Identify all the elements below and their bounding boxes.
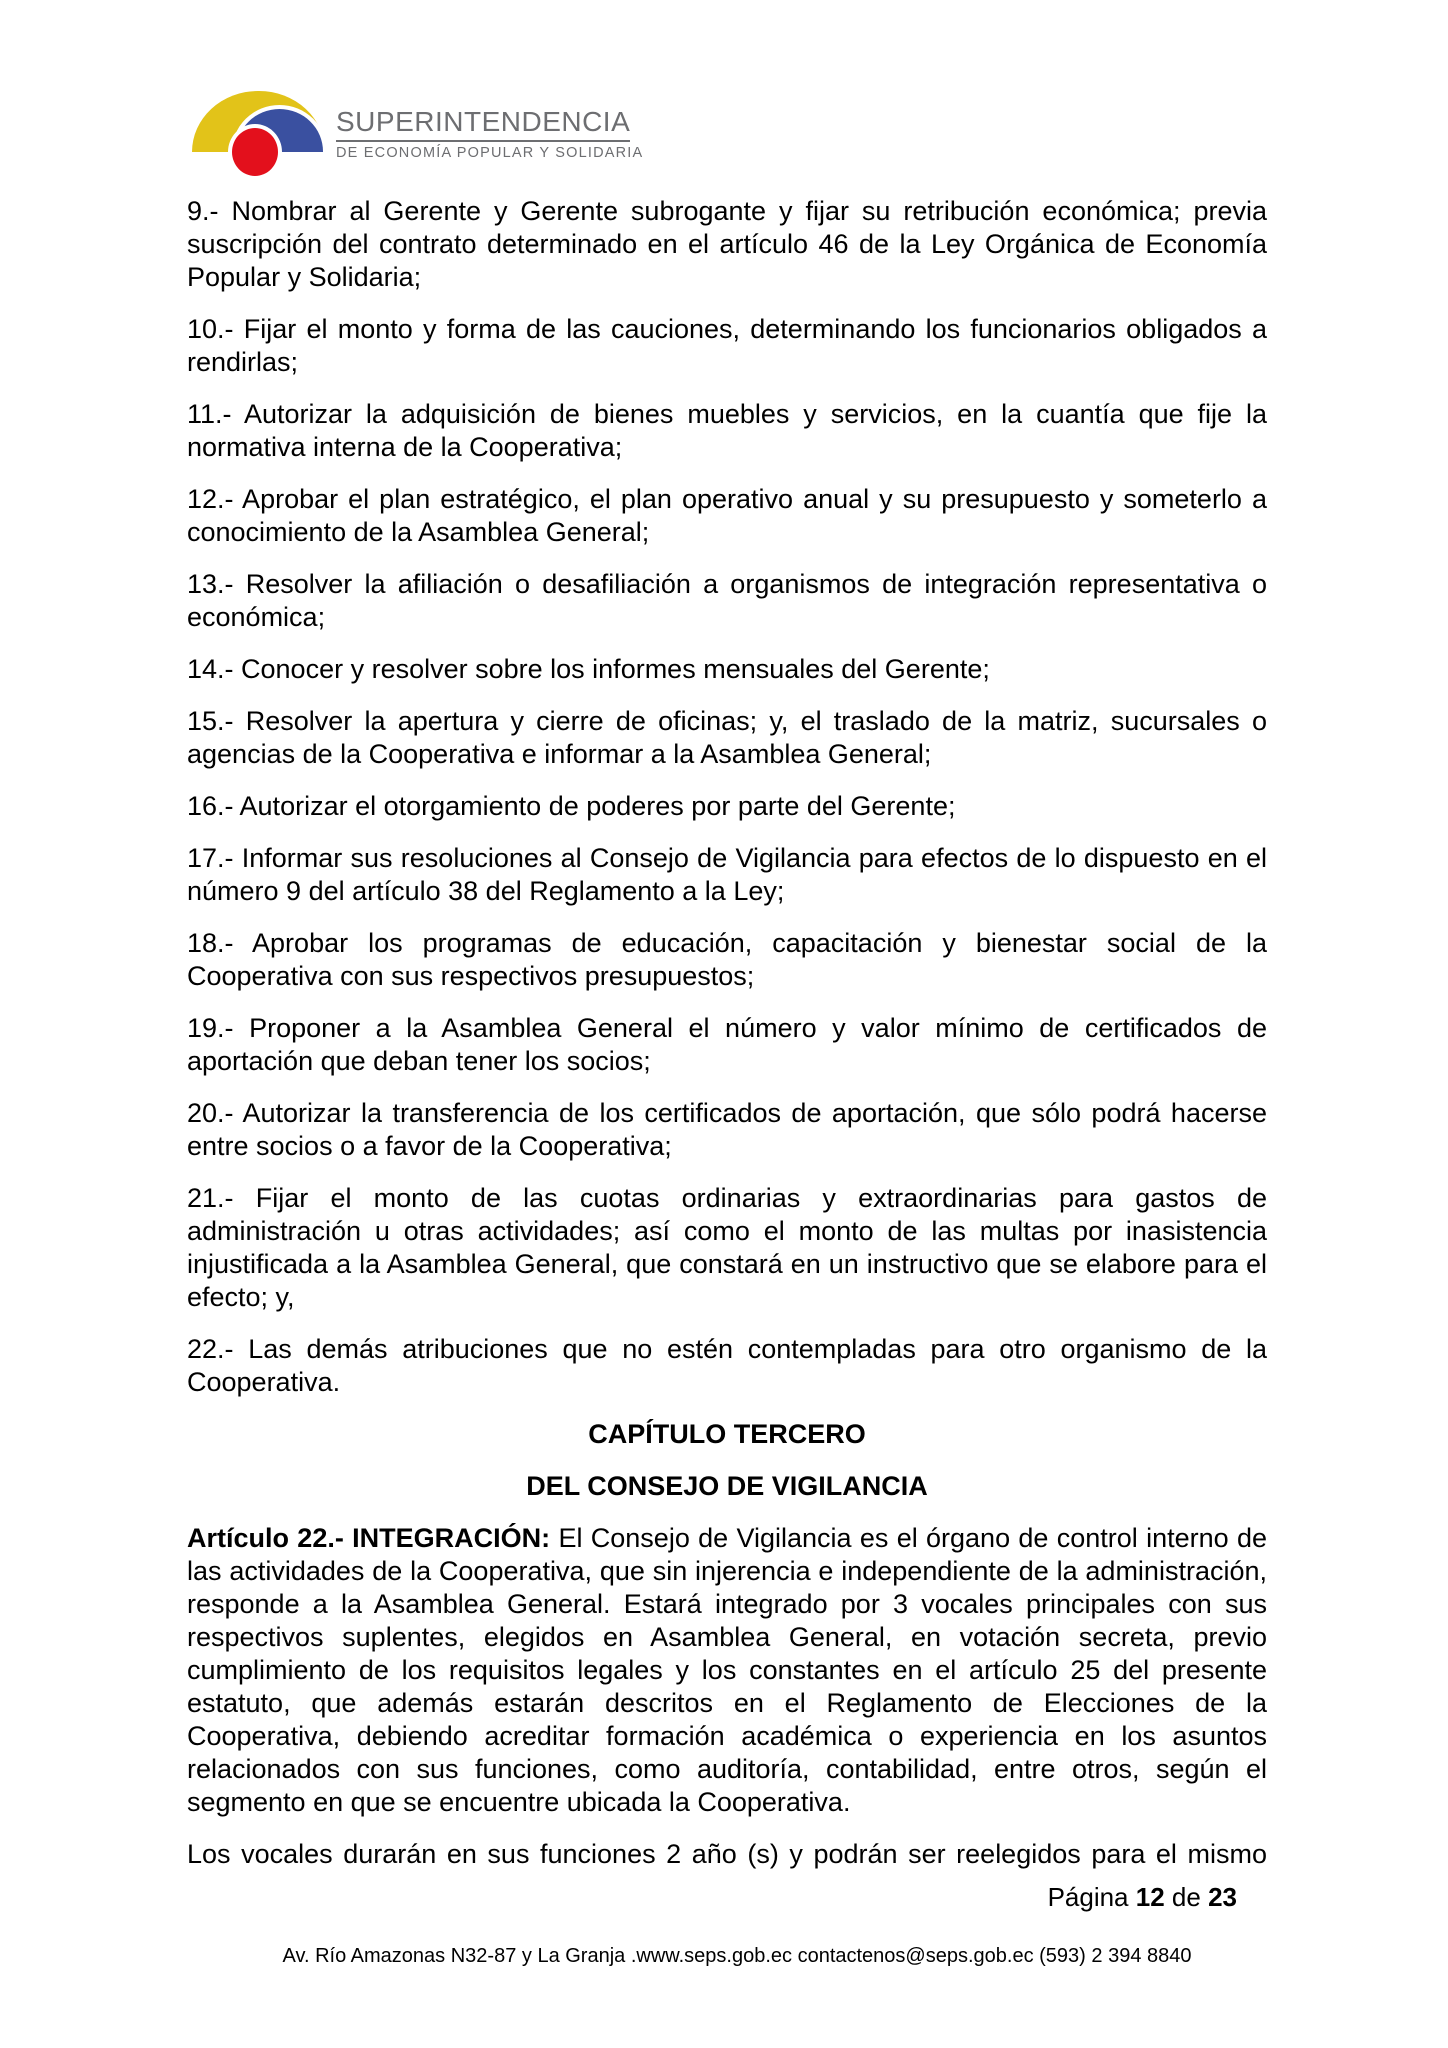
page-current: 12 [1135,1882,1165,1912]
numbered-item-16: 16.- Autorizar el otorgamiento de poderes por parte del Gerente; [187,791,956,821]
page-separator: de [1171,1882,1201,1912]
seps-logo-mark-icon [192,91,325,183]
articulo-22-paragraph [187,1522,1267,1819]
numbered-item-21: 21.- Fijar el monto de las cuotas ordinarias y extraordinarias para gastos de administración u otras actividades; así como el monto de las multas por inasistencia injustificada a la Asamblea General, que constará en un instructivo que se elabore para el efecto; y, [187,1183,1267,1312]
continuation-line: Los vocales durarán en sus funciones 2 año (s) y podrán ser reelegidos para el mismo [187,1839,1267,1869]
articulo-22-text: El Consejo de Vigilancia es el órgano de control interno de las actividades de la Cooperativa, que sin injerencia e independiente de la administración, responde a la Asamblea General. Estará integrado por 3 vocales principales con sus respectivos suplentes, elegidos en Asamblea General, en votación secreta, previo cumplimiento de los requisitos legales y los constantes en el artículo 25 del presente estatuto, que además estarán descritos en el Reglamento de Elecciones de la Cooperativa, debiendo acreditar formación académica o experiencia en los asuntos relacionados con sus funciones, como auditoría, contabilidad, entre otros, según el segmento en que se encuentre ubicada la Cooperativa. [187,1523,1267,1817]
document-body [187,195,1267,1890]
numbered-item-10: 10.- Fijar el monto y forma de las cauciones, determinando los funcionarios obligados a rendirlas; [187,314,1267,377]
articulo-22-label: Artículo 22.- INTEGRACIÓN: [187,1523,551,1553]
page-number [1048,1882,1237,1913]
numbered-item-17: 17.- Informar sus resoluciones al Consejo de Vigilancia para efectos de lo dispuesto en el número 9 del artículo 38 del Reglamento a la Ley; [187,843,1267,906]
page-total: 23 [1208,1882,1237,1912]
numbered-item-20: 20.- Autorizar la transferencia de los certificados de aportación, que sólo podrá hacerse entre socios o a favor de la Cooperativa; [187,1098,1267,1161]
numbered-item-13: 13.- Resolver la afiliación o desafiliación a organismos de integración representativa o económica; [187,569,1267,632]
numbered-item-15: 15.- Resolver la apertura y cierre de oficinas; y, el traslado de la matriz, sucursales o agencias de la Cooperativa e informar a la Asamblea General; [187,706,1267,769]
logo-text-block [336,91,643,161]
chapter-heading: CAPÍTULO TERCERO [588,1419,866,1449]
section-heading: DEL CONSEJO DE VIGILANCIA [526,1471,928,1501]
logo-subtitle: DE ECONOMÍA POPULAR Y SOLIDARIA [336,145,644,161]
numbered-item-11: 11.- Autorizar la adquisición de bienes muebles y servicios, en la cuantía que fije la normativa interna de la Cooperativa; [187,399,1267,462]
numbered-item-9: 9.- Nombrar al Gerente y Gerente subrogante y fijar su retribución económica; previa suscripción del contrato determinado en el artículo 46 de la Ley Orgánica de Economía Popular y Solidaria; [187,196,1267,292]
footer-contact-line: Av. Río Amazonas N32-87 y La Granja .www.seps.gob.ec contactenos@seps.gob.ec (593) 2 394 8840 [282,1945,1192,1967]
numbered-item-12: 12.- Aprobar el plan estratégico, el plan operativo anual y su presupuesto y someterlo a conocimiento de la Asamblea General; [187,484,1267,547]
numbered-item-22: 22.- Las demás atribuciones que no estén contempladas para otro organismo de la Cooperativa. [187,1334,1267,1397]
numbered-item-14: 14.- Conocer y resolver sobre los informes mensuales del Gerente; [187,654,990,684]
numbered-item-19: 19.- Proponer a la Asamblea General el número y valor mínimo de certificados de aportación que deban tener los socios; [187,1013,1267,1076]
numbered-item-18: 18.- Aprobar los programas de educación, capacitación y bienestar social de la Cooperativa con sus respectivos presupuestos; [187,928,1267,991]
page-label: Página [1047,1882,1129,1912]
logo-red-dot [228,124,282,180]
logo-title: SUPERINTENDENCIA [336,108,630,142]
seps-logo [192,91,643,183]
